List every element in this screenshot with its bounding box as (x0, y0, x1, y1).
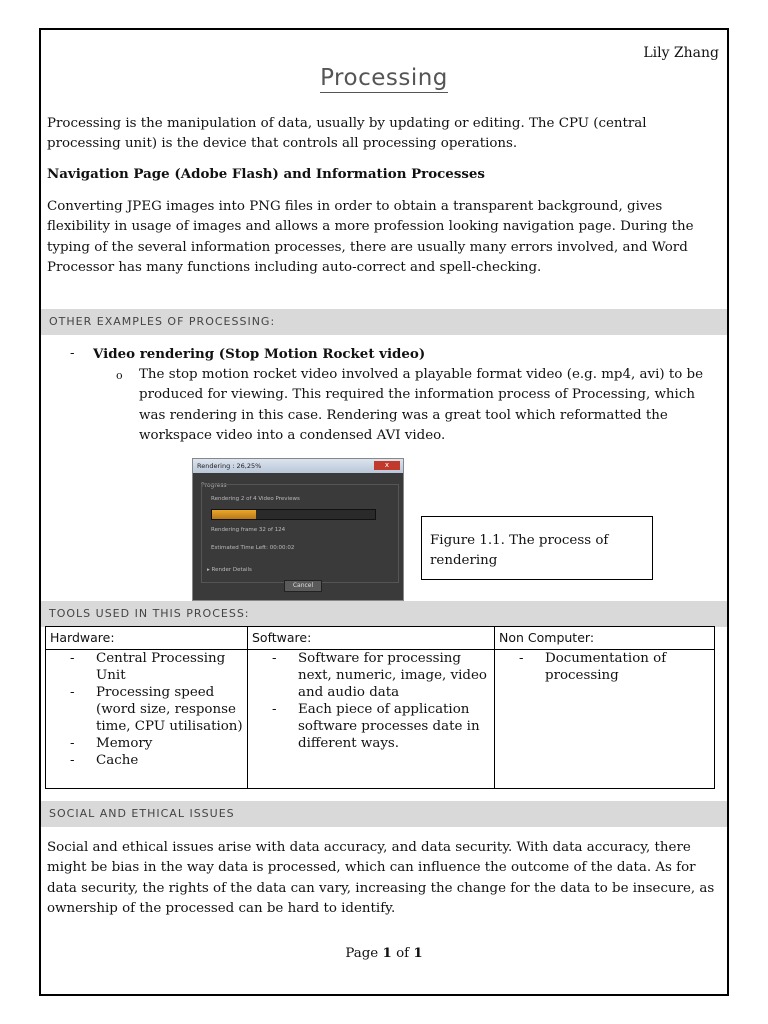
band-tools: TOOLS USED IN THIS PROCESS: (41, 601, 727, 627)
render-window-titlebar (193, 459, 403, 473)
list-item: - Documentation of processing (499, 650, 710, 684)
hardware-cell (46, 650, 248, 789)
author-name: Lily Zhang (643, 45, 719, 61)
figure-caption: Figure 1.1. The process of rendering (421, 516, 653, 580)
render-details-toggle: ▸ Render Details (207, 567, 252, 573)
page-title (41, 65, 727, 91)
list-item: - Central Processing Unit (50, 650, 243, 684)
non-computer-list (499, 650, 710, 684)
footer-page-word: Page (345, 946, 379, 961)
footer-page-total: 1 (413, 945, 423, 961)
tools-table (45, 626, 715, 789)
list-item: - Software for processing next, numeric, image, video and audio data (252, 650, 490, 701)
render-time-line: Estimated Time Left: 00:00:02 (211, 545, 295, 551)
render-screenshot (192, 458, 404, 601)
social-paragraph: Social and ethical issues arise with data accuracy, and data security. With data accuracy, there might be bias in the way data is processed, which can influence the outcome of the data. As for data security, the rights of the data can vary, increasing the change for the data to be insecure, as ownership of the processed can be hard to identify. (47, 840, 715, 916)
list-item: - Processing speed (word size, response time, CPU utilisation) (50, 684, 243, 735)
cancel-button: Cancel (284, 580, 322, 592)
render-window-title: Rendering : 26,25% (197, 462, 262, 470)
title-text: Processing (320, 65, 448, 91)
render-frame-line: Rendering frame 32 of 124 (211, 527, 286, 533)
header-software: Software: (248, 627, 495, 650)
document-page (39, 28, 729, 996)
progress-group-label: Progress (201, 482, 227, 489)
example-title: Video rendering (Stop Motion Rocket video) (93, 346, 426, 362)
section-body-navigation: Converting JPEG images into PNG files in order to obtain a transparent background, gives flexibility in usage of images and allows a more profession looking navigation page. During the typing of the several information processes, there are usually many errors involved, and Word Processor has many functions including auto-correct and spell-checking. (47, 199, 694, 275)
render-progress-bar (211, 509, 376, 520)
render-progress-fill (212, 510, 256, 519)
list-item: - Memory (50, 735, 243, 752)
example-text: The stop motion rocket video involved a playable format video (e.g. mp4, avi) to be produced for viewing. This required the information process of Processing, which was rendering in this case. Rendering was a great tool which reformatted the workspace video into a condensed AVI video. (139, 367, 704, 443)
intro-paragraph: Processing is the manipulation of data, usually by updating or editing. The CPU (central processing unit) is the device that controls all processing operations. (47, 116, 647, 152)
dash-bullet: - (70, 346, 75, 361)
software-list (252, 650, 490, 752)
tools-table-body-row (46, 650, 715, 789)
page-footer (41, 945, 727, 961)
software-cell (248, 650, 495, 789)
tools-table-header-row (46, 627, 715, 650)
render-status-line: Rendering 2 of 4 Video Previews (211, 496, 300, 502)
band-other-examples: OTHER EXAMPLES OF PROCESSING: (41, 309, 727, 335)
section-heading-navigation: Navigation Page (Adobe Flash) and Information Processes (47, 166, 485, 182)
circle-bullet: o (116, 369, 123, 382)
header-hardware: Hardware: (46, 627, 248, 650)
footer-of-word: of (396, 946, 410, 961)
list-item: - Cache (50, 752, 243, 769)
close-icon: x (374, 461, 400, 470)
band-social-ethical: SOCIAL AND ETHICAL ISSUES (41, 801, 727, 827)
list-item: - Each piece of application software processes date in different ways. (252, 701, 490, 752)
hardware-list (50, 650, 243, 769)
footer-page-current: 1 (382, 945, 392, 961)
header-non-computer: Non Computer: (495, 627, 715, 650)
non-computer-cell (495, 650, 715, 789)
